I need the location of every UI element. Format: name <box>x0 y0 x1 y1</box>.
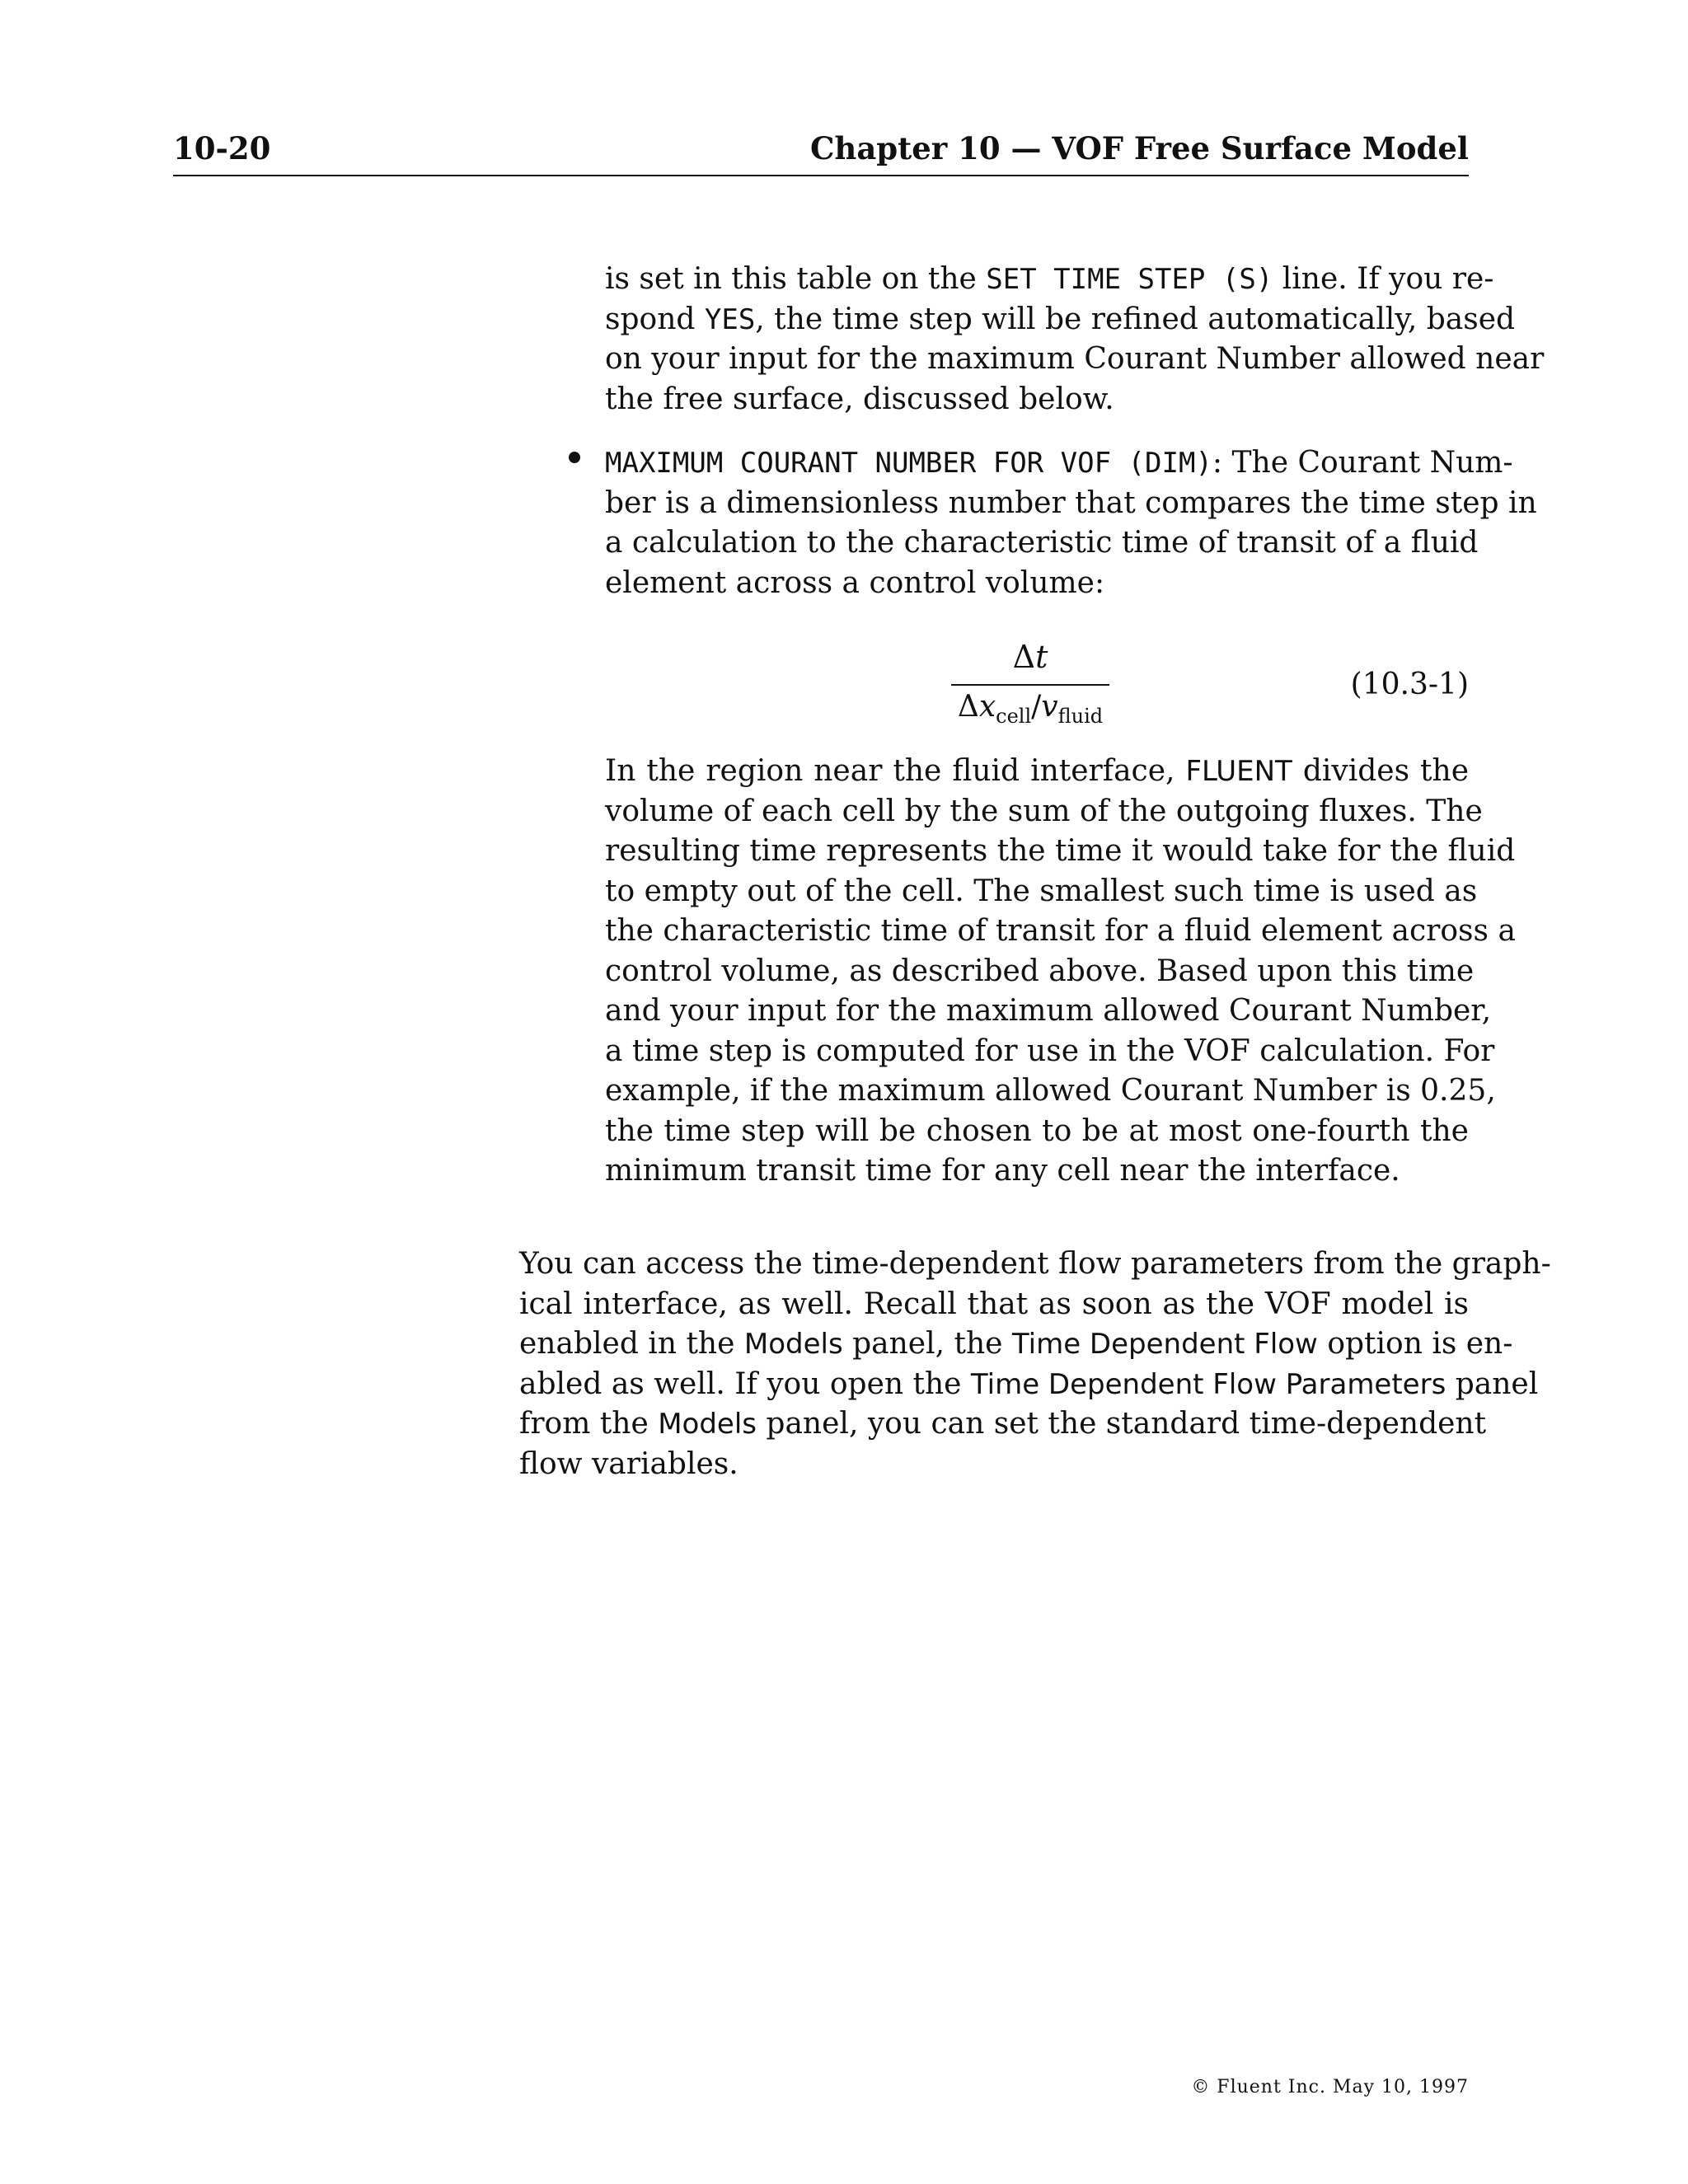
equation-operator: / <box>1031 690 1042 724</box>
text-line: the free surface, discussed below. <box>605 382 1114 416</box>
paragraph-time-step <box>605 260 1545 419</box>
code-set-time-step: SET TIME STEP (S) <box>986 263 1273 296</box>
equation-subscript: cell <box>996 705 1032 728</box>
text-line: element across a control volume: <box>605 565 1105 600</box>
equation-numerator <box>948 639 1113 675</box>
paragraph-graphical-interface <box>519 1244 1551 1484</box>
text-span: abled as well. If you open the <box>519 1366 971 1401</box>
text-line: on your input for the maximum Courant Number allowed near <box>605 342 1545 376</box>
code-max-courant: MAXIMUM COURANT NUMBER FOR VOF (DIM) <box>605 447 1212 480</box>
equation-subscript: fluid <box>1057 705 1104 728</box>
text-line: control volume, as described above. Based upon this time <box>605 954 1475 988</box>
text-line: the characteristic time of transit for a fluid element across a <box>605 914 1516 948</box>
chapter-title: Chapter 10 — VOF Free Surface Model <box>809 130 1469 166</box>
text-span: divides the <box>1292 754 1470 788</box>
text-line: to empty out of the cell. The smallest such time is used as <box>605 874 1478 908</box>
text-span: : The Courant Num- <box>1212 446 1513 480</box>
equation-number: (10.3-1) <box>1350 668 1469 701</box>
text-span: panel, you can set the standard time-dependent <box>756 1407 1487 1441</box>
text-line <box>519 1324 1513 1365</box>
page-footer: © Fluent Inc. May 10, 1997 <box>1191 2077 1469 2097</box>
delta-symbol: Δ <box>957 690 979 724</box>
text-line <box>519 1404 1487 1445</box>
text-span: , the time step will be refined automatically, based <box>755 302 1516 336</box>
text-span: panel, the <box>842 1327 1012 1361</box>
courant-equation <box>948 639 1113 738</box>
text-line: resulting time represents the time it would take for the fluid <box>605 834 1516 868</box>
text-line: ical interface, as well. Recall that as soon as the VOF model is <box>519 1286 1469 1321</box>
text-line <box>605 260 1494 300</box>
equation-denominator <box>948 690 1113 728</box>
text-line <box>519 1365 1539 1405</box>
paragraph-interface <box>605 752 1516 1192</box>
panel-name-models: Models <box>658 1408 757 1441</box>
text-line: example, if the maximum allowed Courant Number is 0.25, <box>605 1074 1496 1108</box>
text-line: flow variables. <box>519 1446 738 1481</box>
equation-variable: t <box>1035 639 1048 675</box>
text-line <box>605 443 1513 484</box>
product-name: FLUENT <box>1185 755 1292 788</box>
code-yes: YES <box>704 302 756 336</box>
text-span: In the region near the fluid interface, <box>605 754 1186 788</box>
text-span: line. If you re- <box>1273 262 1494 296</box>
equation-variable: x <box>978 690 996 724</box>
panel-name-models: Models <box>743 1328 843 1361</box>
panel-name-time-dependent-flow-parameters: Time Dependent Flow Parameters <box>970 1367 1447 1401</box>
text-span: from the <box>519 1407 659 1441</box>
page-header <box>173 124 1469 176</box>
page-number: 10-20 <box>173 130 271 166</box>
option-name-time-dependent-flow: Time Dependent Flow <box>1011 1328 1318 1361</box>
text-line: the time step will be chosen to be at most one-fourth the <box>605 1113 1469 1148</box>
text-span: is set in this table on the <box>605 262 987 296</box>
text-line: ber is a dimensionless number that compares the time step in <box>605 485 1537 520</box>
bullet-item-courant-number <box>605 443 1537 603</box>
fraction-bar <box>951 684 1109 686</box>
equation-variable: v <box>1041 690 1058 724</box>
text-span: enabled in the <box>519 1327 744 1361</box>
text-line: volume of each cell by the sum of the outgoing fluxes. The <box>605 794 1483 828</box>
text-line: minimum transit time for any cell near the interface. <box>605 1154 1400 1188</box>
text-line <box>605 300 1516 340</box>
text-line: a calculation to the characteristic time of transit of a fluid <box>605 526 1479 560</box>
text-span: option is en- <box>1317 1327 1513 1361</box>
text-span: spond <box>605 302 705 336</box>
delta-symbol: Δ <box>1012 639 1036 675</box>
text-line <box>605 752 1469 792</box>
text-line: and your input for the maximum allowed Courant Number, <box>605 994 1492 1028</box>
text-line: a time step is computed for use in the VOF calculation. For <box>605 1033 1495 1068</box>
bullet-icon <box>569 452 580 463</box>
text-span: panel <box>1446 1366 1539 1401</box>
text-line: You can access the time-dependent flow parameters from the graph- <box>519 1247 1551 1281</box>
